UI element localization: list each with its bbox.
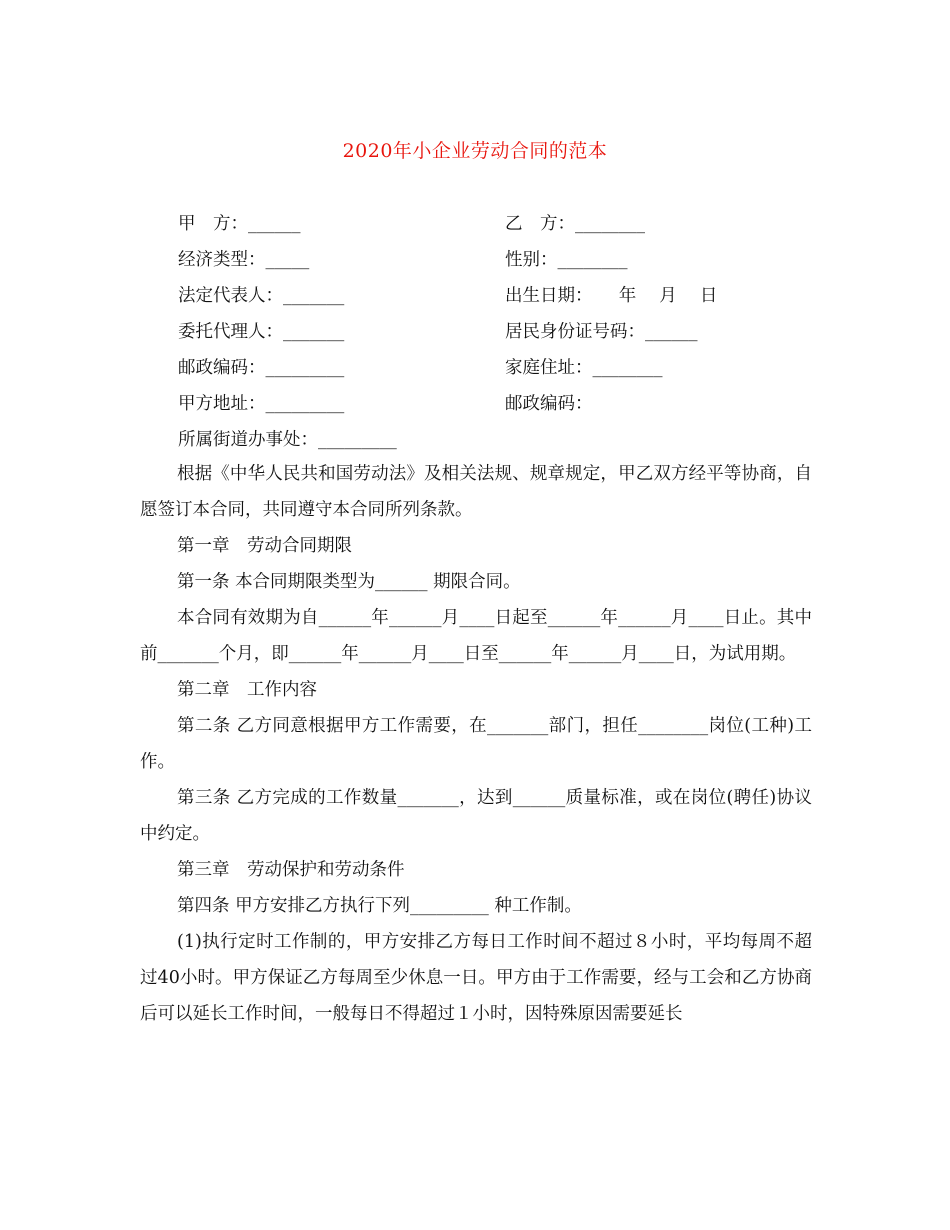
term-paragraph: 本合同有效期为自______年______月____日起至______年______月____日止。其中前_______个月，即______年______月____日至______年______月____日，为试用期。 bbox=[140, 608, 812, 664]
article-paragraph: 第三条 乙方完成的工作数量_______，达到______质量标准，或在岗位(聘任)协议中约定。 bbox=[140, 788, 812, 844]
party-row bbox=[178, 386, 818, 422]
article-paragraph: 第二条 乙方同意根据甲方工作需要，在_______部门，担任________岗位(工种)工作。 bbox=[140, 716, 812, 772]
article-paragraph: 第四条 甲方安排乙方执行下列_________ 种工作制。 bbox=[177, 896, 582, 916]
postal-code-a-field: 邮政编码：_________ bbox=[178, 358, 345, 378]
article-paragraph: 第一条 本合同期限类型为______ 期限合同。 bbox=[177, 572, 521, 592]
id-number-field: 居民身份证号码：______ bbox=[505, 322, 698, 342]
party-row bbox=[178, 206, 818, 242]
intro-paragraph: 根据《中华人民共和国劳动法》及相关法规、规章规定，甲乙双方经平等协商，自愿签订本合同，共同遵守本合同所列条款。 bbox=[140, 464, 812, 520]
home-address-field: 家庭住址：________ bbox=[505, 358, 663, 378]
gender-field: 性别：________ bbox=[505, 250, 628, 270]
legal-representative-field: 法定代表人：_______ bbox=[178, 286, 345, 306]
party-row bbox=[178, 242, 818, 278]
contract-body bbox=[140, 456, 812, 1032]
party-a-address-field: 甲方地址：_________ bbox=[178, 394, 345, 414]
economic-type-field: 经济类型：_____ bbox=[178, 250, 310, 270]
district-office-field: 所属街道办事处：_________ bbox=[178, 430, 397, 450]
party-row bbox=[178, 314, 818, 350]
chapter-heading: 第一章 劳动合同期限 bbox=[177, 536, 352, 556]
authorized-agent-field: 委托代理人：_______ bbox=[178, 322, 345, 342]
party-info-block bbox=[178, 206, 818, 458]
party-row bbox=[178, 278, 818, 314]
chapter-heading: 第二章 工作内容 bbox=[177, 680, 317, 700]
postal-code-b-field: 邮政编码： bbox=[505, 394, 593, 414]
party-row bbox=[178, 422, 818, 458]
party-b-field: 乙 方：________ bbox=[505, 214, 645, 234]
chapter-heading: 第三章 劳动保护和劳动条件 bbox=[177, 860, 405, 880]
party-row bbox=[178, 350, 818, 386]
work-hours-paragraph: (1)执行定时工作制的，甲方安排乙方每日工作时间不超过８小时，平均每周不超过40小时。甲方保证乙方每周至少休息一日。甲方由于工作需要，经与工会和乙方协商后可以延长工作时间，一般每日不得超过１小时，因特殊原因需要延长 bbox=[140, 932, 812, 1024]
document-title: 2020年小企业劳动合同的范本 bbox=[342, 140, 608, 162]
party-a-field: 甲 方：______ bbox=[178, 214, 301, 234]
birth-date-field: 出生日期： 年 月 日 bbox=[505, 286, 718, 306]
